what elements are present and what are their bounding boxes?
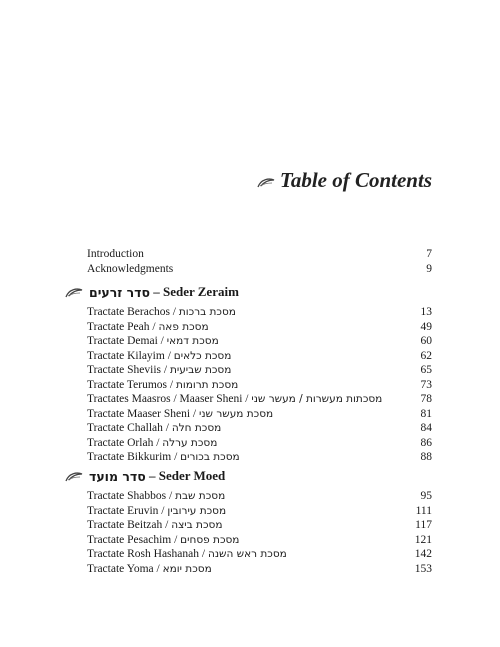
toc-row-page: 117	[415, 519, 432, 531]
entry-english: Tractate Sheviis /	[87, 364, 170, 376]
entry-english: Tractate Bikkurim /	[87, 451, 181, 463]
section-list-zeraim	[87, 305, 432, 465]
section-heading-moed	[65, 468, 225, 484]
entry-hebrew: מסכת תרומות	[175, 378, 239, 391]
toc-row[interactable]	[87, 407, 432, 422]
toc-row-page: 84	[420, 422, 432, 434]
toc-row-page: 86	[420, 436, 432, 449]
entry-english: Tractate Kilayim /	[87, 349, 174, 362]
entry-hebrew: מסכת ראש השנה	[207, 548, 287, 560]
entry-hebrew: מסכת שבת	[175, 490, 226, 502]
toc-row-page: 65	[420, 364, 432, 376]
toc-row[interactable]	[87, 450, 432, 465]
entry-english: Tractate Maaser Sheni /	[87, 407, 199, 420]
toc-row-acknowledgments[interactable]	[87, 262, 432, 277]
toc-row[interactable]	[87, 436, 432, 451]
toc-row[interactable]	[87, 489, 432, 504]
entry-english: Tractate Berachos /	[87, 306, 179, 318]
entry-english: Tractate Peah /	[87, 320, 159, 333]
entry-english: Tractate Pesachim /	[87, 533, 181, 546]
toc-row[interactable]	[87, 334, 432, 349]
entry-english: Tractate Beitzah /	[87, 519, 172, 531]
toc-row[interactable]	[87, 392, 432, 407]
entry-english: Tractate Shabbos /	[87, 490, 176, 502]
toc-row[interactable]	[87, 562, 432, 577]
toc-row-page: 60	[420, 335, 432, 347]
toc-row-page: 111	[415, 504, 432, 517]
toc-row[interactable]	[87, 421, 432, 436]
toc-row-page: 88	[420, 451, 432, 463]
entry-english: Tractate Eruvin /	[87, 504, 168, 517]
toc-row-page: 81	[420, 407, 432, 420]
entry-hebrew: מסכת כלאים	[173, 349, 232, 362]
title-text: Table of Contents	[279, 168, 432, 192]
section-english-title: – Seder Moed	[148, 468, 226, 483]
toc-row[interactable]	[87, 378, 432, 393]
entry-hebrew: מסכת ביצה	[171, 519, 223, 531]
toc-row[interactable]	[87, 320, 432, 335]
toc-row-page: 142	[414, 548, 432, 560]
entry-hebrew: מסכת מעשר שני	[199, 407, 274, 420]
entry-hebrew: מסכת ערלה	[162, 436, 218, 449]
toc-row-page: 73	[420, 378, 432, 391]
entry-english: Tractate Rosh Hashanah /	[87, 548, 208, 560]
toc-row[interactable]	[87, 349, 432, 364]
entry-english: Tractate Challah /	[87, 422, 172, 434]
toc-row-introduction[interactable]	[87, 247, 432, 262]
toc-row[interactable]	[87, 533, 432, 548]
toc-row-page: 62	[420, 349, 432, 362]
entry-hebrew: מסכתות מעשרות / מעשר שני	[251, 393, 383, 405]
page-title	[257, 168, 432, 193]
toc-row-page: 78	[420, 393, 432, 405]
entry-hebrew: מסכת שביעית	[169, 364, 232, 376]
section-english-title: – Seder Zeraim	[153, 284, 239, 299]
toc-row[interactable]	[87, 363, 432, 378]
toc-row-page: 49	[420, 320, 432, 333]
entry-hebrew: מסכת פאה	[158, 320, 209, 333]
toc-row[interactable]	[87, 504, 432, 519]
entry-hebrew: מסכת בכורים	[180, 451, 240, 463]
toc-row[interactable]	[87, 547, 432, 562]
entry-hebrew: מסכת יומא	[162, 562, 212, 575]
section-heading-zeraim	[65, 284, 239, 300]
entry-english: Tractates Maasros / Maaser Sheni /	[87, 393, 252, 405]
toc-row[interactable]	[87, 305, 432, 320]
entry-hebrew: מסכת דמאי	[166, 335, 219, 347]
toc-row-page: 9	[426, 262, 432, 275]
toc-row-page: 153	[414, 562, 432, 575]
toc-row-page: 121	[414, 533, 432, 546]
toc-row-label: Acknowledgments	[87, 262, 174, 275]
quill-flourish-icon	[65, 471, 83, 483]
entry-english: Tractate Demai /	[87, 335, 167, 347]
section-hebrew-title: סדר זרעים	[89, 284, 150, 300]
toc-row-page: 13	[420, 306, 432, 318]
section-hebrew-title: סדר מועד	[89, 468, 146, 484]
toc-row-label: Introduction	[87, 248, 144, 260]
entry-english: Tractate Yoma /	[87, 562, 163, 575]
entry-hebrew: מסכת עירובין	[167, 504, 227, 517]
entry-hebrew: מסכת פסחים	[180, 533, 240, 546]
entry-english: Tractate Orlah /	[87, 436, 163, 449]
entry-hebrew: מסכת חלה	[171, 422, 222, 434]
toc-row-page: 95	[420, 490, 432, 502]
quill-flourish-icon	[65, 287, 83, 299]
quill-flourish-icon	[257, 177, 275, 189]
toc-row-page: 7	[426, 248, 432, 260]
entry-english: Tractate Terumos /	[87, 378, 176, 391]
entry-hebrew: מסכת ברכות	[178, 306, 236, 318]
front-matter-list	[87, 247, 432, 276]
toc-row[interactable]	[87, 518, 432, 533]
section-list-moed	[87, 489, 432, 576]
